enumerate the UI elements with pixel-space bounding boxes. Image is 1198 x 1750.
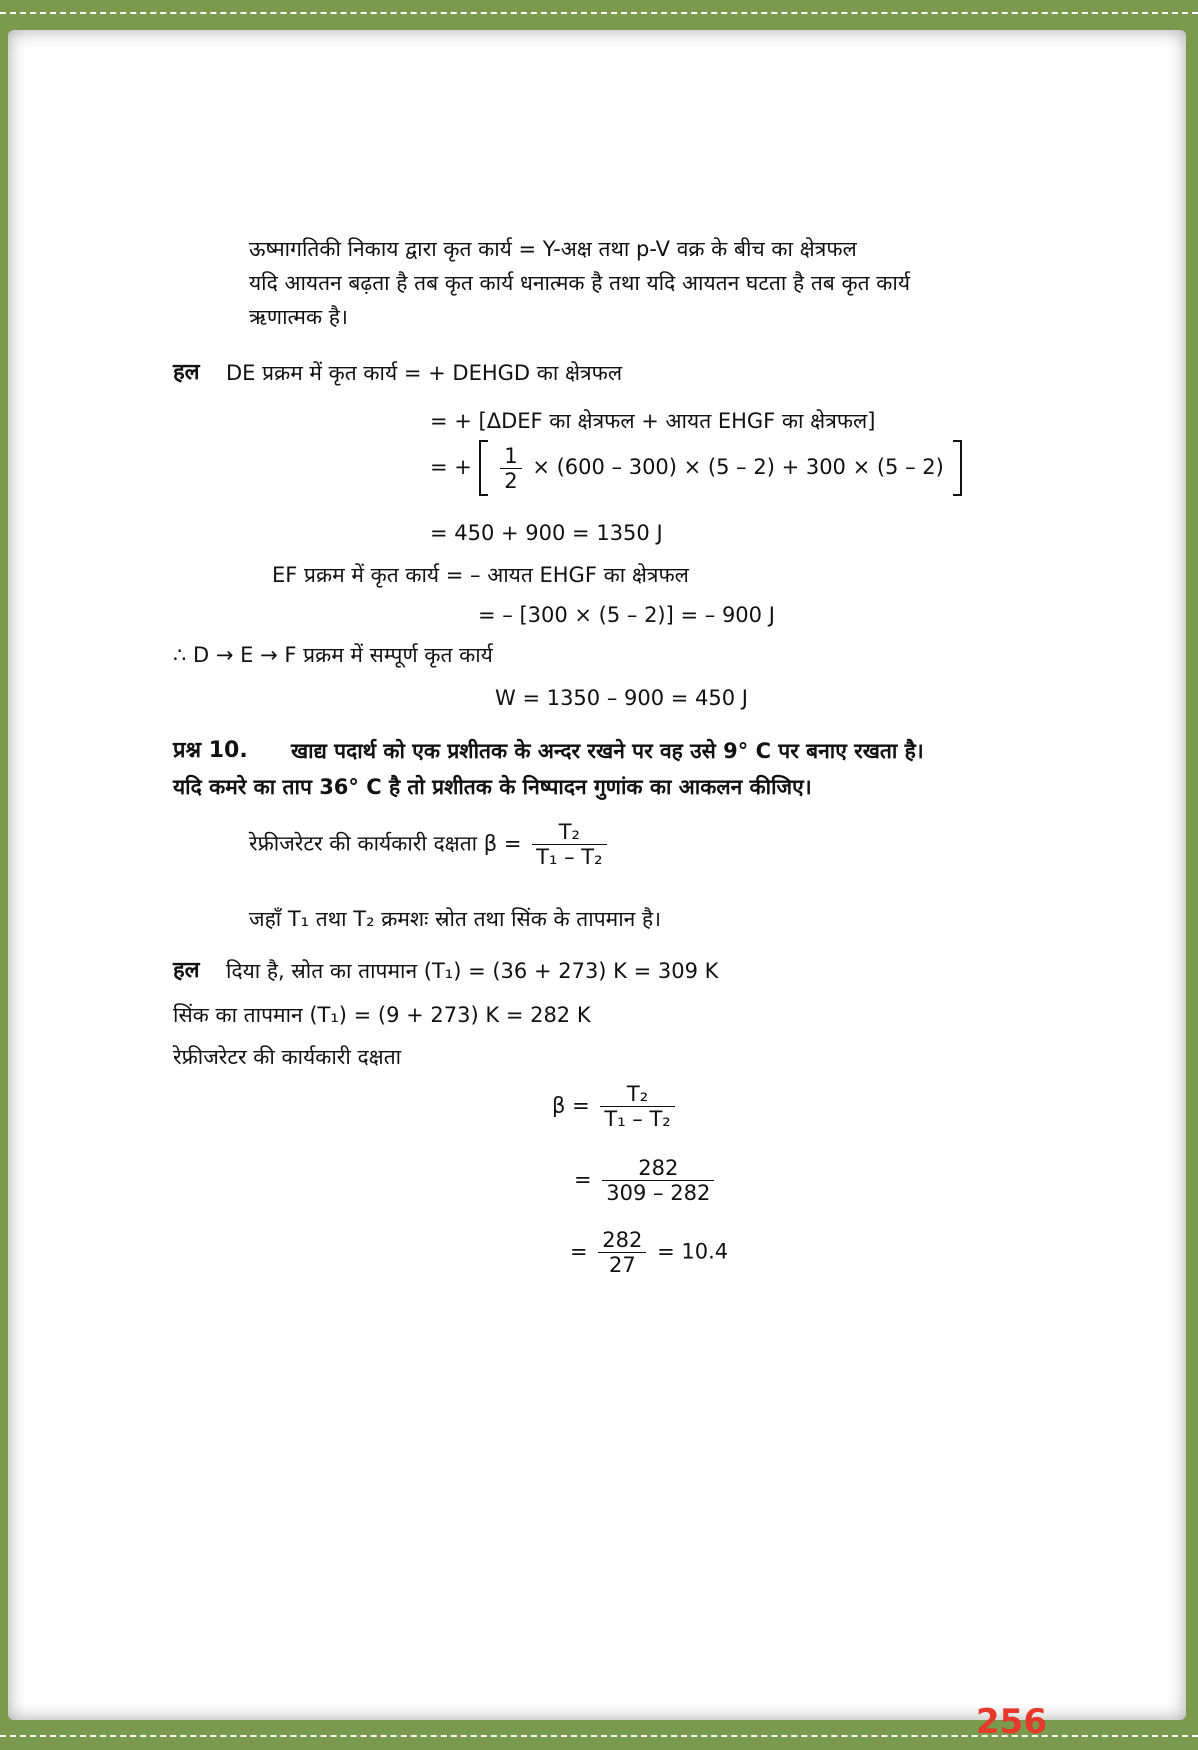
beta-fraction-3 bbox=[598, 1228, 646, 1277]
beta-step-2 bbox=[574, 1156, 718, 1205]
sol1-line-6: = – [300 × (5 – 2)] = – 900 J bbox=[478, 603, 775, 627]
sol1-line-3-rest: × (600 – 300) × (5 – 2) + 300 × (5 – 2) bbox=[532, 455, 944, 479]
sol1-line-3 bbox=[430, 440, 962, 496]
formula-numerator: T₂ bbox=[532, 820, 606, 845]
beta-f1-numerator: T₂ bbox=[600, 1082, 674, 1107]
sol2-line-3: रेफ्रीजरेटर की कार्यकारी दक्षता bbox=[173, 1045, 402, 1069]
page-number: 256 bbox=[976, 1702, 1047, 1742]
formula-fraction bbox=[532, 820, 606, 869]
sol1-line-8: W = 1350 – 900 = 450 J bbox=[495, 686, 748, 710]
question-label: प्रश्न 10. bbox=[173, 738, 248, 763]
sol1-line-2: = + [ΔDEF का क्षेत्रफल + आयत EHGF का क्षेत्रफल] bbox=[430, 409, 876, 433]
beta-result: = 10.4 bbox=[657, 1239, 729, 1264]
beta-step-3 bbox=[570, 1228, 728, 1277]
page-sheet bbox=[8, 30, 1186, 1742]
top-border-dashes bbox=[0, 12, 1198, 14]
question-text-2: यदि कमरे का ताप 36° C है तो प्रशीतक के निष्पादन गुणांक का आकलन कीजिए। bbox=[173, 775, 812, 799]
sol2-line-1: दिया है, स्रोत का तापमान (T₁) = (36 + 273) K = 309 K bbox=[226, 959, 719, 983]
equals-sign: = bbox=[574, 1167, 592, 1192]
sol1-line-1: DE प्रक्रम में कृत कार्य = + DEHGD का क्षेत्रफल bbox=[226, 361, 623, 385]
equals-sign-2: = bbox=[570, 1239, 588, 1264]
half-fraction bbox=[500, 444, 521, 493]
half-denominator: 2 bbox=[504, 468, 518, 493]
question-text-1: खाद्य पदार्थ को एक प्रशीतक के अन्दर रखने पर वह उसे 9° C पर बनाए रखता है। bbox=[291, 739, 924, 763]
right-bracket bbox=[953, 440, 962, 496]
intro-line-3: ऋणात्मक है। bbox=[249, 305, 348, 329]
half-numerator: 1 bbox=[500, 444, 521, 469]
solution-label-2: हल bbox=[173, 958, 200, 983]
formula-line bbox=[249, 820, 611, 869]
sol1-line-5: EF प्रक्रम में कृत कार्य = – आयत EHGF का क्षेत्रफल bbox=[272, 563, 689, 587]
beta-f3-denominator: 27 bbox=[608, 1253, 636, 1277]
left-bracket bbox=[479, 440, 488, 496]
beta-fraction-1 bbox=[600, 1082, 674, 1131]
sol1-line-7: ∴ D → E → F प्रक्रम में सम्पूर्ण कृत कार्य bbox=[173, 643, 493, 667]
solution-label-1: हल bbox=[173, 360, 200, 385]
beta-f3-numerator: 282 bbox=[598, 1228, 646, 1253]
formula-label: रेफ्रीजरेटर की कार्यकारी दक्षता β = bbox=[249, 831, 522, 856]
sol2-line-2: सिंक का तापमान (T₁) = (9 + 273) K = 282 K bbox=[173, 1003, 591, 1027]
sol1-line-3-prefix: = + bbox=[430, 455, 472, 479]
beta-equation bbox=[552, 1082, 679, 1131]
beta-fraction-2 bbox=[602, 1156, 714, 1205]
beta-symbol: β = bbox=[552, 1093, 590, 1118]
beta-f2-denominator: 309 – 282 bbox=[606, 1181, 711, 1205]
intro-line-1: ऊष्मागतिकी निकाय द्वारा कृत कार्य = Y-अक्ष तथा p-V वक्र के बीच का क्षेत्रफल bbox=[249, 237, 857, 261]
sol1-line-4: = 450 + 900 = 1350 J bbox=[430, 521, 663, 545]
where-line: जहाँ T₁ तथा T₂ क्रमशः स्रोत तथा सिंक के तापमान है। bbox=[249, 907, 662, 931]
beta-f1-denominator: T₁ – T₂ bbox=[604, 1107, 671, 1131]
beta-f2-numerator: 282 bbox=[602, 1156, 714, 1181]
formula-denominator: T₁ – T₂ bbox=[536, 845, 603, 869]
intro-line-2: यदि आयतन बढ़ता है तब कृत कार्य धनात्मक है तथा यदि आयतन घटता है तब कृत कार्य bbox=[249, 271, 910, 295]
